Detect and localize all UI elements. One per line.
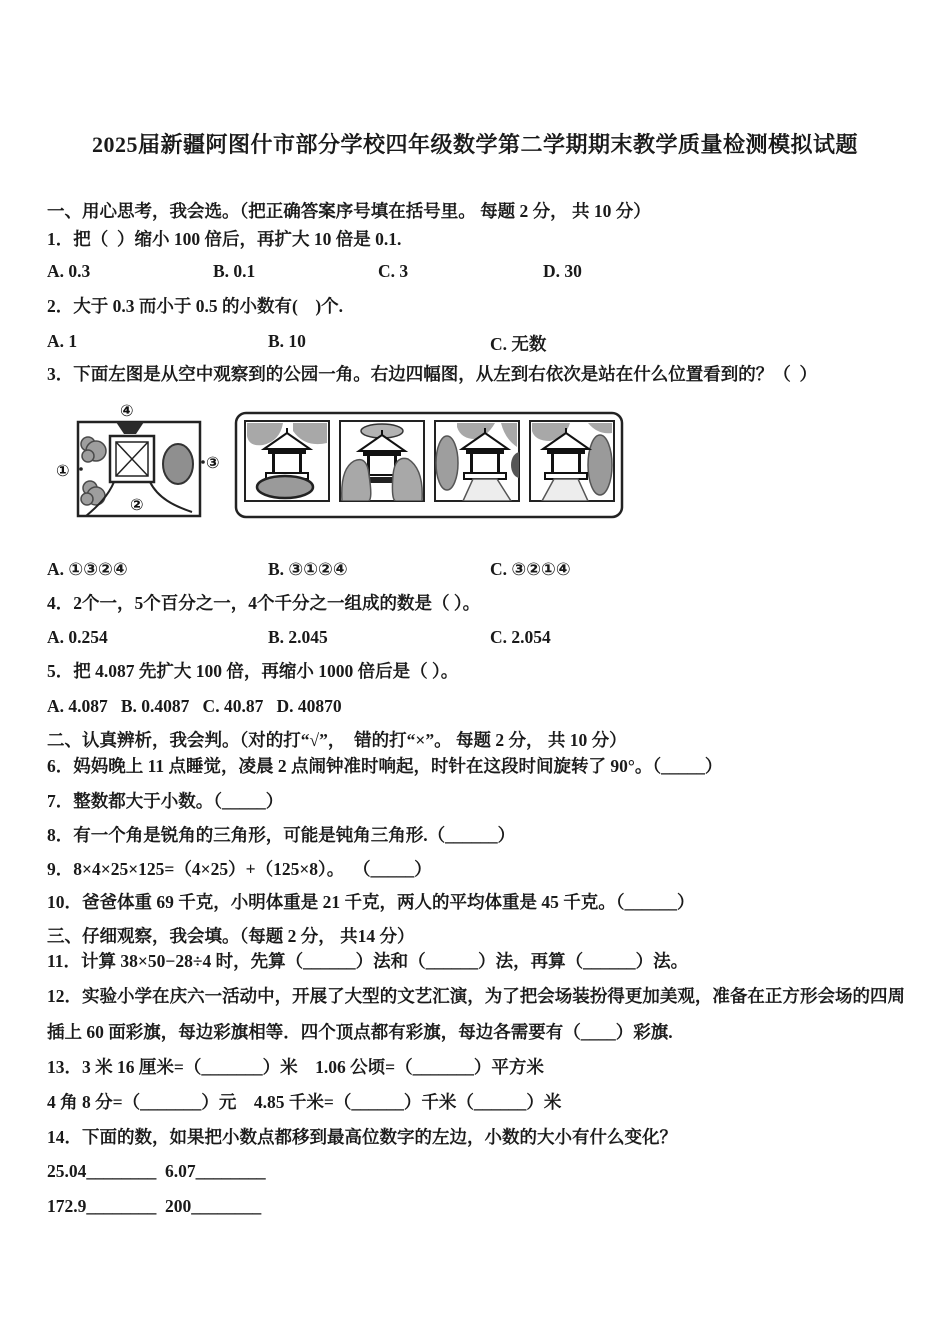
option-4a: A. 0.254 (47, 627, 108, 647)
option-1a: A. 0.3 (47, 261, 91, 281)
view-4-image (530, 421, 614, 501)
question-11: 11．计算 38×50−28÷4 时，先算（______）法和（______）法，再算（______）法。 (47, 951, 689, 971)
option-1b: B. 0.1 (213, 261, 256, 281)
option-3c: C. ③②①④ (490, 559, 571, 579)
question-14-row-2 (47, 1196, 261, 1217)
question-13-line-2: 4 角 8 分=（_______）元 4.85 千米=（______）千米（______）米 (47, 1092, 562, 1112)
question-6: 6．妈妈晚上 11 点睡觉，凌晨 2 点闹钟准时响起，时针在这段时间旋转了 90°。（_____） (47, 756, 723, 776)
question-2-options (47, 331, 917, 356)
option-1d: D. 30 (543, 261, 582, 281)
pond-icon (257, 476, 313, 498)
q14-item-4: 200________ (165, 1196, 262, 1216)
option-4b: B. 2.045 (268, 627, 328, 647)
path-edge (150, 482, 192, 512)
question-5: 5．把 4.087 先扩大 100 倍，再缩小 1000 倍后是（ ）。 (47, 661, 459, 681)
question-14: 14．下面的数，如果把小数点都移到最高位数字的左边，小数的大小有什么变化？ (47, 1127, 677, 1147)
question-4: 4．2个一，5个百分之一，4个千分之一组成的数是（ ）。 (47, 593, 481, 613)
question-9: 9．8×4×25×125=（4×25）+（125×8）。 （_____） (47, 859, 432, 879)
park-views-figure (233, 405, 625, 528)
option-3b: B. ③①②④ (268, 559, 348, 579)
park-aerial-plan-image (50, 400, 222, 524)
position-3-label: ③ (206, 453, 220, 472)
view-3-image (435, 421, 529, 501)
question-3: 3．下面左图是从空中观察到的公园一角。右边四幅图，从左到右依次是站在什么位置看到的？（ ） (47, 364, 817, 384)
park-aerial-figure (50, 400, 222, 529)
question-2: 2．大于 0.3 而小于 0.5 的小数有( )个. (47, 296, 344, 316)
option-1c: C. 3 (378, 261, 409, 281)
pavilion-plan-icon (110, 436, 154, 482)
question-13-line-1: 13．3 米 16 厘米=（_______）米 1.06 公顷=（_______）平方米 (47, 1057, 544, 1077)
position-1-label: ① (56, 461, 70, 480)
q14-item-2: 6.07________ (165, 1161, 266, 1181)
tree-cluster-icon (81, 437, 106, 462)
position-3-dot (201, 460, 205, 464)
tall-tree-icon (588, 435, 612, 495)
question-14-row-1 (47, 1161, 266, 1182)
gate-icon (116, 422, 144, 434)
q14-item-3: 172.9________ (47, 1196, 157, 1216)
option-4c: C. 2.054 (490, 627, 551, 647)
question-10: 10．爸爸体重 69 千克，小明体重是 21 千克，两人的平均体重是 45 千克。（______） (47, 892, 695, 912)
question-8: 8．有一个角是锐角的三角形，可能是钝角三角形.（______） (47, 825, 516, 845)
view-1-image (245, 421, 329, 501)
position-4-label: ④ (120, 401, 134, 420)
question-1-options (47, 261, 917, 282)
position-2-label: ② (130, 495, 144, 514)
question-3-options (47, 559, 917, 580)
pond-icon (163, 444, 193, 484)
position-1-dot (79, 467, 83, 471)
question-1: 1．把（ ）缩小 100 倍后，再扩大 10 倍是 0.1. (47, 229, 402, 249)
section-1-heading: 一、用心思考，我会选。（把正确答案序号填在括号里。 每题 2 分， 共 10 分） (47, 201, 651, 221)
tall-tree-icon (436, 436, 458, 490)
option-2c: C. 无数 (490, 334, 547, 354)
question-4-options (47, 627, 917, 648)
section-2-heading: 二、认真辨析，我会判。（对的打“√”， 错的打“×”。 每题 2 分， 共 10 分） (47, 730, 627, 750)
option-3a: A. ①③②④ (47, 559, 128, 579)
section-3-heading: 三、仔细观察，我会填。（每题 2 分， 共14 分） (47, 926, 415, 946)
q14-item-1: 25.04________ (47, 1161, 157, 1181)
question-12: 12．实验小学在庆六一活动中，开展了大型的文艺汇演，为了把会场装扮得更加美观，准备在正方形会场的四周插上 60 面彩旗，每边彩旗相等．四个顶点都有彩旗，每边各需要有（____）彩旗. (47, 986, 905, 1042)
question-7: 7．整数都大于小数。（_____） (47, 791, 284, 811)
pavilion-views-image (233, 405, 625, 523)
option-2b: B. 10 (268, 331, 306, 351)
option-2a: A. 1 (47, 331, 78, 351)
doc-title: 2025届新疆阿图什市部分学校四年级数学第二学期期末教学质量检测模拟试题 (91, 132, 858, 157)
view-2-image (340, 421, 424, 501)
question-5-options: A. 4.087 B. 0.4087 C. 40.87 D. 40870 (47, 696, 342, 716)
